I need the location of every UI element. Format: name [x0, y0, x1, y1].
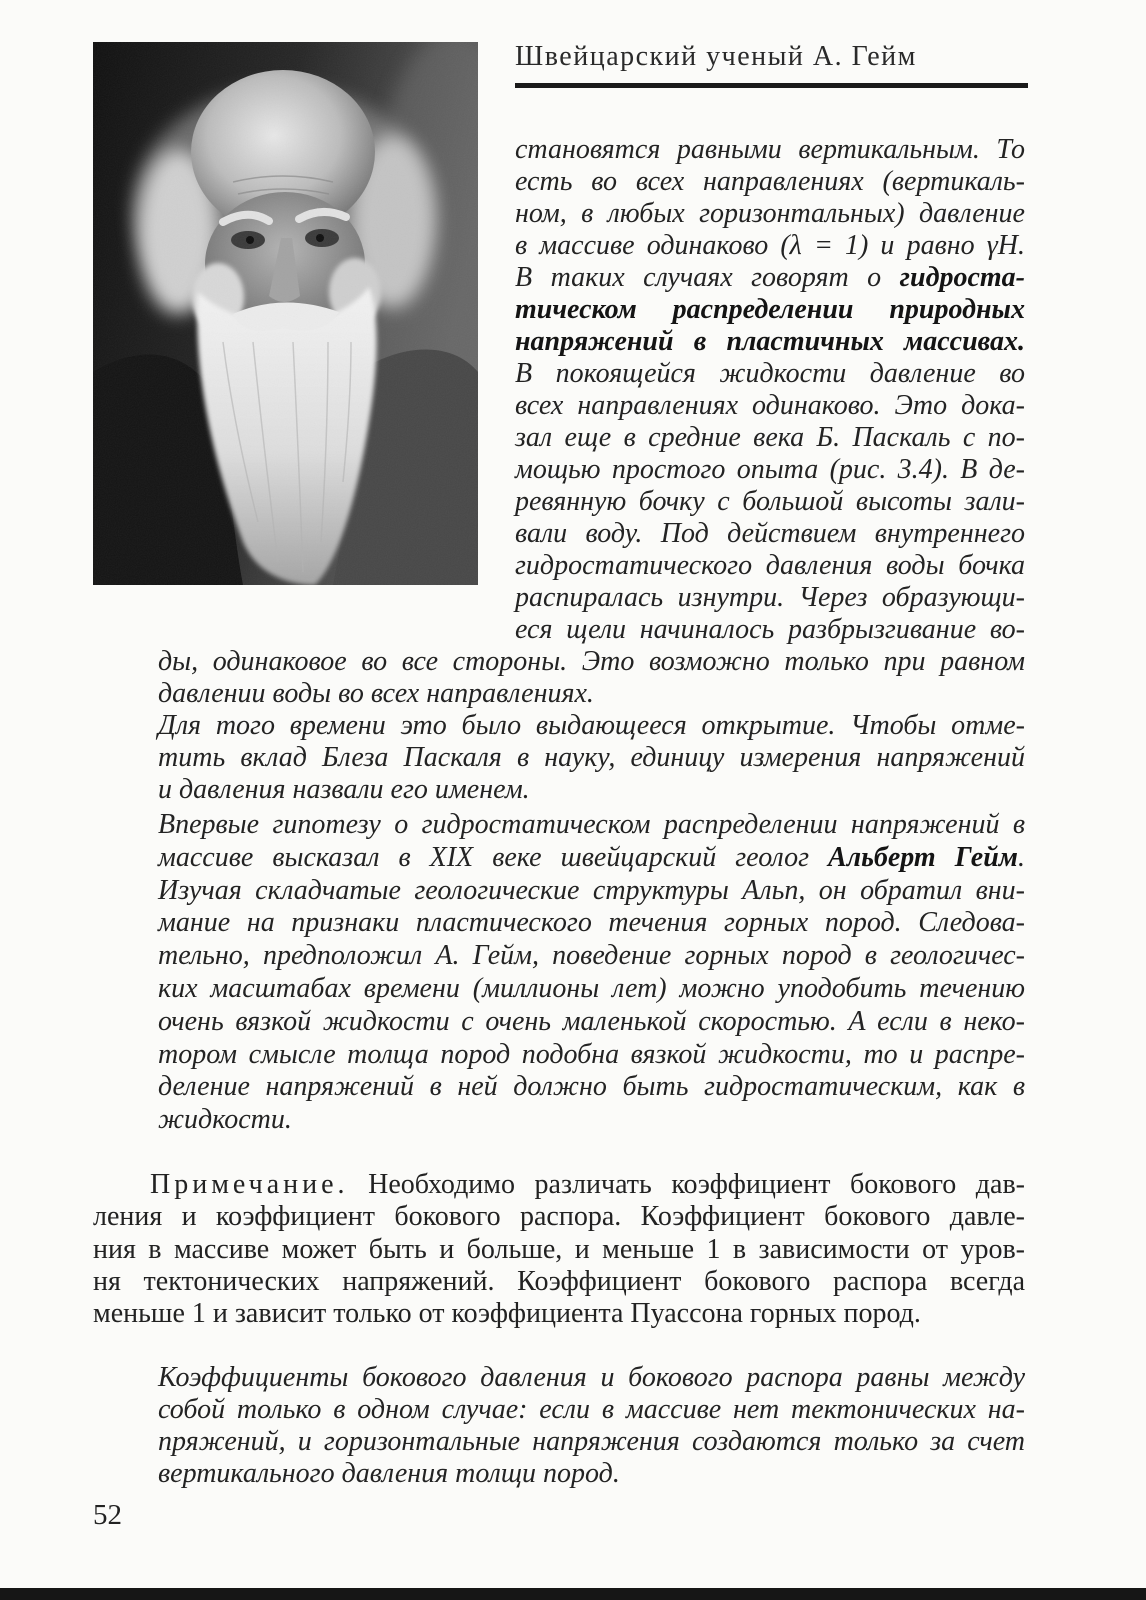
running-header-title: Швейцарский ученый А. Гейм: [515, 41, 917, 72]
text-line: [515, 422, 1025, 454]
note-text-block: [93, 1169, 1025, 1330]
text-line: [93, 1298, 1025, 1330]
paragraph: [158, 710, 1025, 806]
paragraph: [158, 134, 1025, 710]
spaced-text: Примечание.: [150, 1169, 349, 1200]
text-line: [158, 774, 1025, 806]
text-line: [158, 842, 1025, 875]
line-text: вали воду. Под действием внутреннего: [515, 518, 1025, 549]
line-text: Впервые гипотезу о гидростатическом распределении напряжений в: [158, 809, 1025, 840]
text-line: [515, 454, 1025, 486]
line-text: мание на признаки пластического течения горных пород. Следова-: [158, 907, 1025, 939]
text-line: [515, 614, 1025, 646]
line-text: меньше 1 и зависит только от коэффициента Пуассона горных пород.: [93, 1298, 921, 1330]
text-line: [515, 294, 1025, 326]
text-line: [158, 1458, 1025, 1490]
paragraph: [93, 1169, 1025, 1330]
line-text: ких масштабах времени (миллионы лет) можно уподобить течению: [158, 972, 1025, 1004]
line-text: ревянную бочку с большой высоты зали-: [515, 486, 1025, 517]
text-segment: .: [1018, 841, 1025, 873]
text-segment: Необходимо различать коэффициент бокового дав-: [348, 1169, 1025, 1200]
text-line: [158, 1039, 1025, 1072]
header-rule: [515, 83, 1028, 88]
line-text: зал еще в средние века Б. Паскаль с по-: [515, 422, 1025, 453]
line-text: мощью простого опыта (рис. 3.4). В де-: [515, 454, 1025, 485]
text-line: [515, 326, 1025, 358]
text-line: [158, 1104, 1025, 1137]
line-text: тором смысле толща пород подобна вязкой жидкости, то и распре-: [158, 1038, 1025, 1070]
line-text: ления и коэффициент бокового распора. Коэффициент бокового давле-: [93, 1201, 1025, 1233]
line-text: ния в массиве может быть и больше, и меньше 1 в зависимости от уров-: [93, 1233, 1025, 1265]
text-line: [93, 1169, 1025, 1201]
line-text: пряжений, и горизонтальные напряжения создаются только за счет: [158, 1426, 1025, 1457]
line-text: распиралась изнутри. Через образующи-: [515, 582, 1025, 613]
line-text: есть во всех направлениях (вертикаль-: [515, 166, 1025, 197]
line-text: становятся равными вертикальным. То: [515, 134, 1025, 165]
text-line: [515, 486, 1025, 518]
line-text: еся щели начиналось разбрызгивание во-: [515, 614, 1025, 645]
line-text: [150, 1169, 1025, 1200]
scan-edge: [0, 1588, 1146, 1600]
line-text: ном, в любых горизонтальных) давление: [515, 198, 1025, 229]
paragraph: [158, 1362, 1025, 1490]
line-text: очень вязкой жидкости с очень маленькой скоростью. А если в неко-: [158, 1005, 1025, 1037]
text-line: [93, 1201, 1025, 1233]
line-text: Изучая складчатые геологические структуры Альп, он обратил вни-: [158, 874, 1025, 906]
text-line: [158, 973, 1025, 1006]
line-text: ня тектонических напряжений. Коэффициент бокового распора всегда: [93, 1265, 1025, 1297]
line-text: всех направлениях одинаково. Это дока-: [515, 390, 1025, 421]
text-line: [93, 1234, 1025, 1266]
text-line: [158, 742, 1025, 774]
bold-text: напряжений в пластичных массивах.: [515, 326, 1025, 357]
text-line: [158, 1426, 1025, 1458]
line-text: тельно, предположил А. Гейм, поведение горных пород в геологичес-: [158, 940, 1025, 972]
text-line: [158, 678, 1025, 710]
line-text: давлении воды во всех направлениях.: [158, 678, 594, 709]
line-text: ды, одинаковое во все стороны. Это возможно только при равном: [158, 646, 1025, 677]
line-text: Коэффициенты бокового давления и бокового распора равны между: [158, 1362, 1025, 1393]
text-line: [515, 166, 1025, 198]
text-line: [515, 550, 1025, 582]
conclusion-text-block: [158, 1362, 1025, 1490]
text-line: [158, 907, 1025, 940]
line-text: [515, 294, 1025, 325]
bold-text: гидроста-: [899, 262, 1025, 293]
line-text: [515, 262, 1025, 293]
text-line: [515, 358, 1025, 390]
text-line: [515, 518, 1025, 550]
text-line: [515, 230, 1025, 262]
line-text: жидкости.: [158, 1104, 292, 1136]
text-line: [515, 390, 1025, 422]
text-line: [158, 940, 1025, 973]
line-text: вертикального давления толщи пород.: [158, 1458, 620, 1489]
text-line: [93, 1266, 1025, 1298]
text-line: [515, 582, 1025, 614]
line-text: в массиве одинаково (λ = 1) и равно γH.: [515, 230, 1025, 261]
line-text: Для того времени это было выдающееся открытие. Чтобы отме-: [158, 710, 1025, 741]
text-line: [158, 1071, 1025, 1104]
bold-text: Альберт Гейм: [828, 841, 1018, 873]
line-text: собой только в одном случае: если в массиве нет тектонических на-: [158, 1394, 1025, 1425]
bold-text: тическом распределении природных: [515, 294, 1025, 325]
line-text: тить вклад Блеза Паскаля в науку, единицу измерения напряжений: [158, 742, 1025, 773]
text-line: [158, 809, 1025, 842]
line-text: гидростатического давления воды бочка: [515, 550, 1025, 581]
line-text: [515, 326, 1025, 357]
text-line: [158, 875, 1025, 908]
page-number: 52: [93, 1499, 122, 1531]
italic-text-block: [158, 134, 1025, 1137]
text-line: [515, 198, 1025, 230]
text-line: [158, 1362, 1025, 1394]
text-segment: В таких случаях говорят о: [515, 262, 900, 293]
text-line: [158, 646, 1025, 678]
text-line: [515, 134, 1025, 166]
text-line: [158, 1394, 1025, 1426]
text-segment: массиве высказал в XIX веке швейцарский геолог: [158, 841, 829, 873]
text-line: [158, 710, 1025, 742]
text-line: [158, 1006, 1025, 1039]
line-text: и давления назвали его именем.: [158, 774, 530, 805]
paragraph: [158, 809, 1025, 1137]
text-line: [515, 262, 1025, 294]
line-text: [158, 842, 1025, 873]
line-text: В покоящейся жидкости давление во: [515, 358, 1025, 389]
line-text: деление напряжений в ней должно быть гидростатическим, как в: [158, 1071, 1025, 1103]
